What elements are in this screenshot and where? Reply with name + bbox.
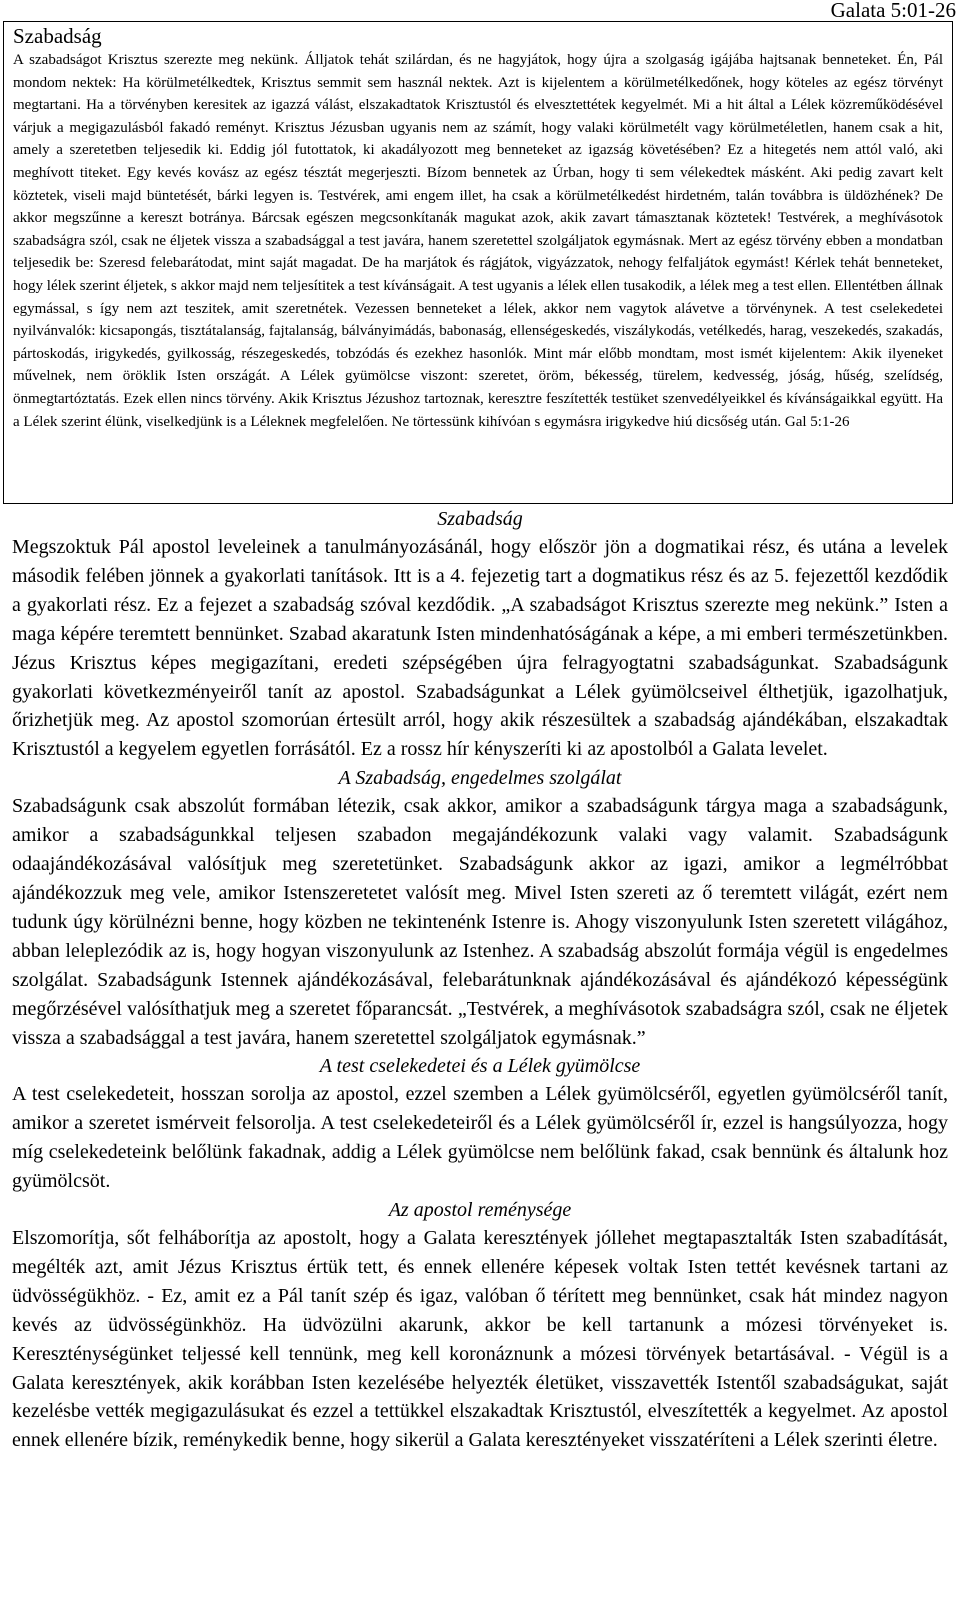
section-heading-szabadsag: Szabadság xyxy=(437,508,523,530)
bible-reference: Galata 5:01-26 xyxy=(830,0,956,22)
section-heading-apostol-remenysege: Az apostol reménysége xyxy=(388,1199,572,1222)
scripture-passage: A szabadságot Krisztus szerezte meg nekünk. Álljatok tehát szilárdan, és ne hagyjátok, hogy újra a szolgaság igájába hajtsanak benneteket. Én, Pál mondom nektek: Ha körülmetélkedtek, Krisztus semmit sem használ nektek. Azt is kijelentem a körülmetélkedőnek, hogy köteles az egész törvényt megtartani. Ha a törvényben keresitek az igazzá válást, elszakadtatok Krisztustól és elvesztettétek kegyelmét. Mi a hit által a Lélek közreműködésével várjuk a megigazulásból fakadó reményt. Krisztus Jézusban ugyanis nem az számít, hogy valaki körülmetélt vagy körülmetéletlen, hanem csak a hit, amely a szeretetben teljesedik ki. Eddig jól futottatok, ki akadályozott meg benneteket az igazság követésében? Ez a hitegetés nem attól való, aki meghívott titeket. Egy kevés kovász az egész tésztát megerjeszti. Bízom bennetek az Úrban, hogy ti sem vélekedtek másként. Aki pedig zavart kelt köztetek, viseli majd büntetését, bárki legyen is. Testvérek, ami engem illet, ha csak a körülmetélkedést hirdetném, talán továbbra is üldözhének? De akkor megszűnne a kereszt botránya. Bárcsak egészen megcsonkítanák magukat azok, akik zavart támasztanak köztetek! Testvérek, a meghívásotok szabadságra szól, csak ne éljetek vissza a szabadsággal a test javára, hanem szeretettel szolgáljatok egymásnak. Mert az egész törvény ebben a mondatban teljesedik be: Szeresd felebarátodat, mint saját magadat. De ha marjátok és rágjátok, vigyázzatok, nehogy felfaljátok egymást! Kérlek tehát benneteket, hogy lélek szerint éljetek, s akkor majd nem teljesítitek a test kívánságait. A test ugyanis a lélek ellen tusakodik, a lélek meg a test ellen. Ellentétben állnak egymással, s így nem azt teszitek, amit szeretnétek. Vezessen benneteket a lélek, akkor nem vagytok alávetve a törvénynek. A test cselekedetei nyilvánvalók: kicsapongás, tisztátalanság, fajtalanság, bálványimádás, babonaság, ellenségeskedés, viszálykodás, vetélkedés, harag, veszekedés, szakadás, pártoskodás, irigykedés, gyilkosság, részegeskedés, tobzódás és ezekhez hasonlók. Mint már előbb mondtam, most ismét kijelentem: Akik ilyeneket művelnek, nem öröklik Isten országát. A Lélek gyümölcse viszont: szeretet, öröm, békesség, türelem, kedvesség, jóság, hűség, szelídség, önmegtartóztatás. Ezek ellen nincs törvény. Akik Krisztus Jézushoz tartoznak, keresztre feszítették testüket szenvedélyeikkel és kívánságaikkal együtt. Ha a Lélek szerint élünk, viselkedjünk is a Léleknek megfelelően. Ne törtessünk kihívóan s egymásra irigykedve hiú dicsőség után. xyxy=(13,52,943,430)
scripture-title: Szabadság xyxy=(13,24,102,48)
section-paragraph-engedelmes-szolgalat: Szabadságunk csak abszolút formában létezik, csak akkor, amikor a szabadságunk tárgya maga a szabadságunk, amikor a szabadságunkkal teljesen szabadon megajándékozunk valaki vagy valamit. Szabadságunk odaajándékozásával valósítjuk meg szeretetünket. Szabadságunk akkor az igazi, amikor a legmélтóbbat ajándékozzuk meg vele, amikor Istenszeretetet valósít meg. Mivel Isten szereti az ő teremtett világát, ezért nem tudunk úgy körülnézni benne, hogy közben ne tekintenénk Istenre is. Ahogy viszonyulunk Isten szeretett világához, abban leleplezódik az is, hogy hogyan viszonyulunk az Istenhez. A szabadság abszolút formája végül is engedelmes szolgálat. Szabadságunk Istennek ajándékozásával, felebarátunknak ajándékozásával és ajándékozó képességünk megőrzésével valósíthatjuk meg a szeretet főparancsát. „Testvérek, a meghívásotok szabadságra szól, csak ne éljetek vissza a szabadsággal a test javára, hanem szeretettel szolgáljatok egymásnak.” xyxy=(12,795,948,1049)
section-heading-test-es-lelek: A test cselekedetei és a Lélek gyümölcse xyxy=(319,1055,641,1078)
scripture-text xyxy=(13,49,943,433)
section-paragraph-szabadsag: Megszoktuk Pál apostol leveleinek a tanulmányozásánál, hogy először jön a dogmatikai rész, és utána a levelek második felében jönnek a gyakorlati tanítások. Itt is a 4. fejezetig tart a dogmatikus rész és az 5. fejezettől kezdődik a gyakorlati rész. Ez a fejezet a szabadság szóval kezdődik. „A szabadságot Krisztus szerezte meg nekünk.” Isten a maga képére teremtett bennünket. Szabad akaratunk Isten mindenhatóságának a képe, a mi emberi természetünkben. Jézus Krisztus képes megigazítani, eredeti szépségében újra felragyogtatni szabadságunkat. Szabadságunk gyakorlati következményeiről tanít az apostol. Szabadságunkat a Lélek gyümölcseivel élthetjük, igazolhatjuk, őrizhetjük meg. Az apostol szomorúan értesült arról, hogy akik részesültek a szabadság ajándékában, elszakadtak Krisztustól a kegyelem egyetlen forrásától. Ez a rossz hír kényszeríti ki az apostolból a Galata levelet. xyxy=(12,536,948,761)
section-heading-engedelmes-szolgalat: A Szabadság, engedelmes szolgálat xyxy=(338,767,622,790)
scripture-citation: Gal 5:1-26 xyxy=(784,413,850,430)
scripture-box xyxy=(3,21,953,504)
section-paragraph-test-es-lelek: A test cselekedeteit, hosszan sorolja az apostol, ezzel szemben a Lélek gyümölcséről, egyetlen gyümölcséről tanít, amikor a szeretet ismérveit felsorolja. A test cselekedeteiről és a Lélek gyümölcséről ír, ezzel is hangsúlyozza, hogy míg cselekedeteink belőlünk fakadnak, addig a Lélek gyümölcse nem belőlünk fakad, csak bennünk és általunk hoz gyümölcsöt. xyxy=(12,1083,948,1193)
commentary xyxy=(12,505,948,1455)
section-paragraph-apostol-remenysege: Elszomorítja, sőt felháborítja az apostolt, hogy a Galata keresztények jóllehet megtapasztalták Isten szabadítását, megélték azt, amit Jézus Krisztus értük tett, és ennek ellenére képesek voltak Isten tettét kevésnek tartani az üdvösségükhöz. - Ez, amit ez a Pál tanít szép és igaz, valóban ő térített meg bennünket, csak hát mindez nagyon kevés az üdvösségünkhöz. Ha üdvözülni akarunk, akkor be kell tartanunk a mózesi törvényeket is. Kereszténységünket teljessé kell tennünk, meg kell koronáznunk a mózesi törvények betartásával. - Végül is a Galata keresztények, akik korábban Isten kezelésébe helyezték életüket, visszavették Istentől szabadságukat, saját kezelésbe vették megigazulásukat és ezzel a tettükkel elszakadtak Krisztustól, elveszítették a kegyelmet. Az apostol ennek ellenére bízik, reménykedik benne, hogy sikerül a Galata keresztényeket visszatéríteni a Lélek szerinti életre. xyxy=(12,1227,948,1452)
